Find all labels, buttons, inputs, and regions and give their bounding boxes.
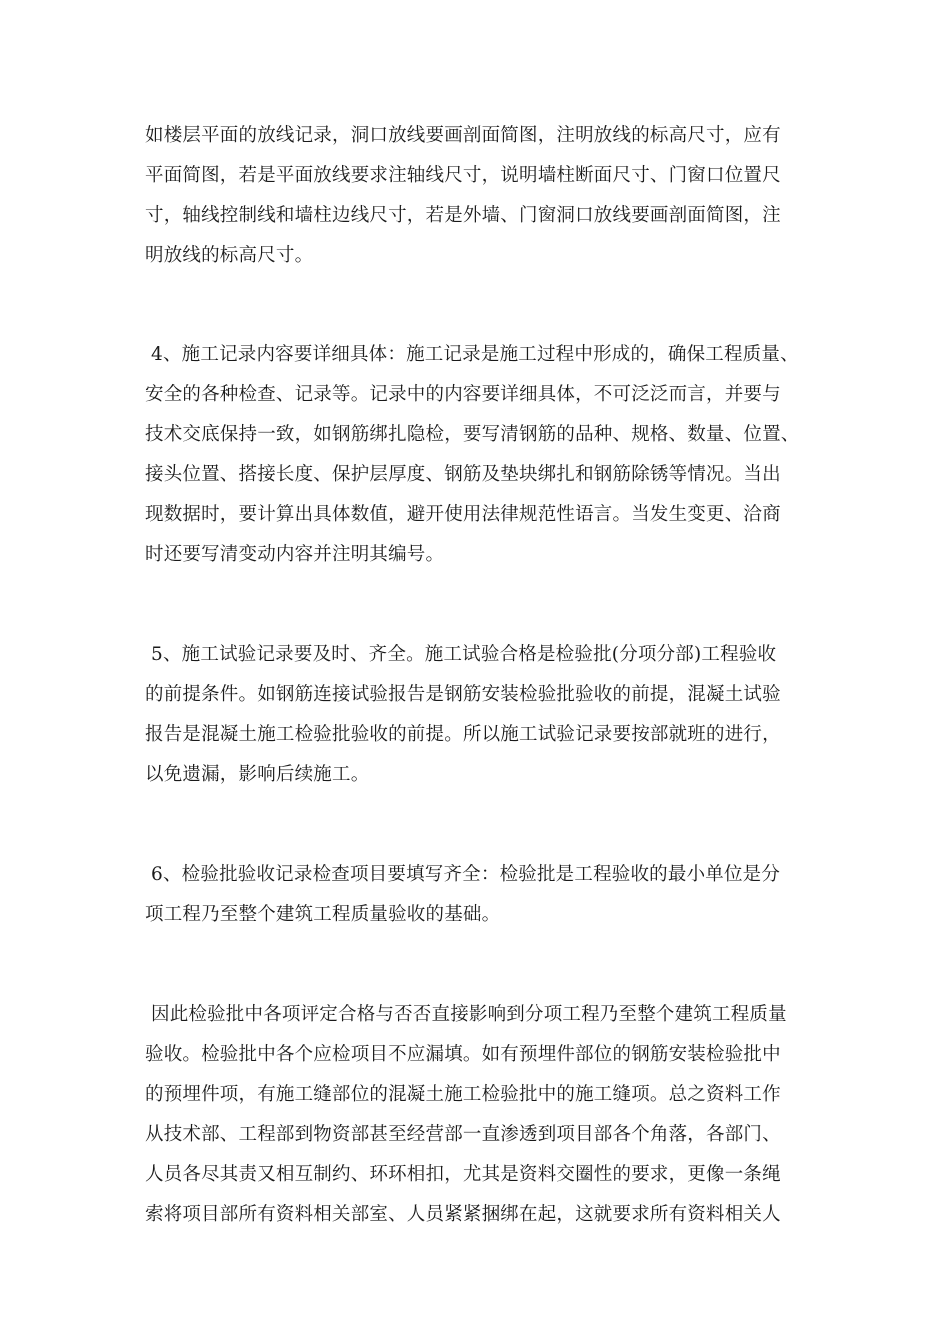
text-line: 报告是混凝土施工检验批验收的前提。所以施工试验记录要按部就班的进行， — [145, 724, 781, 745]
paragraph-conclusion — [145, 995, 817, 1235]
paragraph-item-5 — [145, 635, 817, 795]
paragraph-layout-notes — [145, 116, 817, 276]
text-line: 从技术部、工程部到物资部甚至经营部一直渗透到项目部各个角落，各部门、 — [145, 1124, 781, 1145]
text-line: 的前提条件。如钢筋连接试验报告是钢筋安装检验批验收的前提，混凝土试验 — [145, 684, 781, 705]
text-line: 以免遗漏，影响后续施工。 — [145, 764, 370, 785]
text-line: 人员各尽其责又相互制约、环环相扣，尤其是资料交圈性的要求，更像一条绳 — [145, 1164, 781, 1185]
text-line: 验收。检验批中各个应检项目不应漏填。如有预埋件部位的钢筋安装检验批中 — [145, 1044, 781, 1065]
text-line: 现数据时，要计算出具体数值，避开使用法律规范性语言。当发生变更、洽商 — [145, 504, 781, 525]
text-line: 5、施工试验记录要及时、齐全。施工试验合格是检验批(分项分部)工程验收 — [151, 644, 777, 665]
text-line: 因此检验批中各项评定合格与否否直接影响到分项工程乃至整个建筑工程质量 — [151, 1004, 787, 1025]
text-line: 项工程乃至整个建筑工程质量验收的基础。 — [145, 904, 501, 925]
text-line: 如楼层平面的放线记录，洞口放线要画剖面简图，注明放线的标高尺寸，应有 — [145, 125, 781, 146]
text-line: 的预埋件项，有施工缝部位的混凝土施工检验批中的施工缝项。总之资料工作 — [145, 1084, 781, 1105]
text-line: 索将项目部所有资料相关部室、人员紧紧捆绑在起，这就要求所有资料相关人 — [145, 1204, 781, 1225]
paragraph-item-6 — [145, 855, 817, 935]
text-line: 寸，轴线控制线和墙柱边线尺寸，若是外墙、门窗洞口放线要画剖面简图，注 — [145, 205, 781, 226]
text-line: 4、施工记录内容要详细具体：施工记录是施工过程中形成的，确保工程质量、 — [151, 344, 799, 365]
text-line: 平面简图，若是平面放线要求注轴线尺寸，说明墙柱断面尺寸、门窗口位置尺 — [145, 165, 781, 186]
text-line: 技术交底保持一致，如钢筋绑扎隐检，要写清钢筋的品种、规格、数量、位置、 — [145, 424, 800, 445]
text-line: 6、检验批验收记录检查项目要填写齐全：检验批是工程验收的最小单位是分 — [151, 864, 781, 885]
text-line: 时还要写清变动内容并注明其编号。 — [145, 544, 445, 565]
text-line: 安全的各种检查、记录等。记录中的内容要详细具体，不可泛泛而言，并要与 — [145, 384, 781, 405]
paragraph-item-4 — [145, 335, 817, 575]
text-line: 明放线的标高尺寸。 — [145, 245, 314, 266]
text-line: 接头位置、搭接长度、保护层厚度、钢筋及垫块绑扎和钢筋除锈等情况。当出 — [145, 464, 781, 485]
